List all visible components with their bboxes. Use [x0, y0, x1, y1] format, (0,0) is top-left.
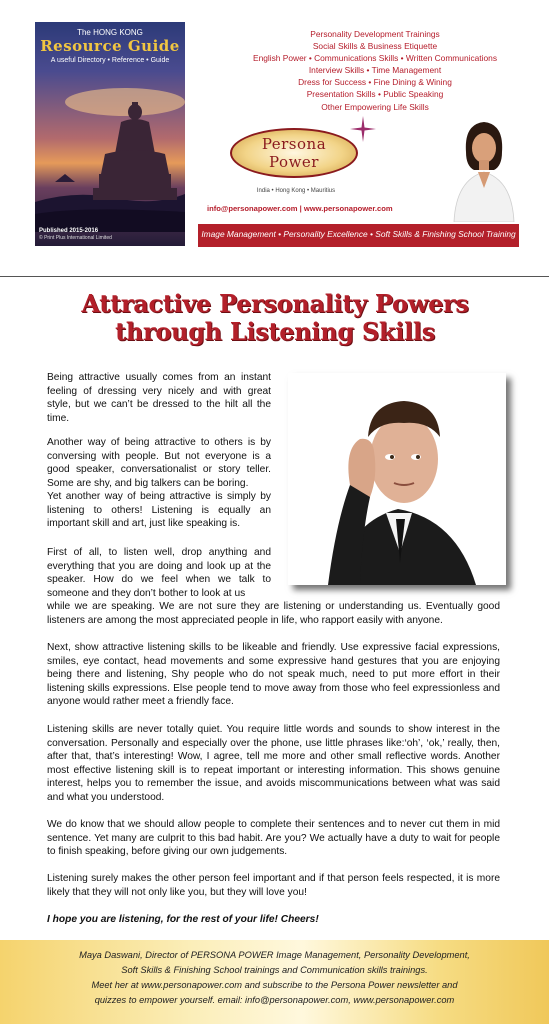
paragraph-1: Being attractive usually comes from an instant feeling of dressing very nicely and with great style, but we can’t be dressed to the hilt all the time. — [47, 372, 271, 424]
service-item: Personality Development Trainings — [310, 29, 440, 39]
closing-line: I hope you are listening, for the rest of your life! Cheers! — [47, 914, 319, 925]
book-published: Published 2015-2016 — [39, 228, 99, 234]
paragraph-7: We do know that we should allow people to complete their sentences and to never cut them in mid sentence. Yet many are culprit to this bad habit. Are you? We actually have a duty to wait for people to finish speaking, before giving our own judgements. — [47, 819, 500, 857]
title-line-1: Attractive Personality Powers — [81, 289, 469, 318]
banner-text: Image Management • Personality Excellence • Soft Skills & Finishing School Training — [201, 229, 516, 239]
services-banner — [198, 224, 519, 247]
paragraph-8: Listening surely makes the other person feel important and if that person feels respected, it is more likely that they will not only like you, but they will love you! — [47, 873, 500, 898]
article-title — [20, 290, 530, 346]
paragraph-2: Another way of being attractive to others is by conversing with people. But not everyone is a good speaker, conversationalist or story teller. Some are shy, and big talkers can be boring. — [47, 437, 271, 489]
footer-line-2: Soft Skills & Finishing School trainings and Communication skills trainings. — [121, 965, 428, 975]
paragraph-5: Next, show attractive listening skills to be likeable and friendly. Use expressive facial expressions, smiles, eye contact, head movements and some expressive hand gestures that you are enjoying being there and listening, Shy people who do not speak much, need to put more effort in their listening skills expressions. Else people tend to move away from those who feel expressionless and anyone would rather meet a friendly face. — [47, 642, 500, 707]
footer-line-1: Maya Daswani, Director of PERSONA POWER Image Management, Personality Development, — [79, 950, 470, 960]
service-item: English Power • Communications Skills • Written Communications — [252, 53, 498, 64]
footer-line-4: quizzes to empower yourself. email: info@personapower.com, www.personapower.com — [94, 995, 455, 1005]
book-publisher: © Print Plus International Limited — [39, 235, 112, 241]
services-list — [210, 28, 540, 113]
service-item: Other Empowering Life Skills — [321, 101, 429, 112]
paragraph-6: Listening skills are never totally quiet. You require little words and sounds to show interest in the conversation. Personally and especially over the phone, use little phrases like:‘oh’, ‘ok,’ really, then, after that, that’s interesting! Wow, I agree, tell me more and other small reflective words. Another most effective listening skill is to repeat important or interesting information. This shows genuine interest, helps you to remember the issue, and avoids miscommunications between what was said and what you understood. — [47, 724, 500, 803]
presenter-portrait — [448, 114, 520, 222]
service-item: Social Skills & Business Etiquette — [312, 41, 438, 52]
header-advertisement — [0, 0, 549, 276]
paragraph-4a: First of all, to listen well, drop anything and everything that you are doing and look up at the speaker. How do we feel when we talk to someone and they don’t bother to look at us — [47, 547, 271, 599]
footer-line-3: Meet her at www.personapower.com and subscribe to the Persona Power newsletter and — [91, 980, 458, 990]
contact-info: info@personapower.com | www.personapower.com — [207, 204, 393, 213]
logo-line1: Persona — [261, 135, 327, 153]
book-tagline: A useful Directory • Reference • Guide — [50, 57, 170, 64]
listening-man-photo — [288, 373, 506, 585]
resource-guide-cover — [35, 22, 185, 246]
author-footer — [0, 940, 549, 1024]
sparkle-icon — [350, 116, 376, 142]
title-line-2: through Listening Skills — [115, 317, 435, 346]
logo-line2: Power — [269, 153, 319, 171]
paragraph-4b: while we are speaking. We are not sure they are listening or understanding us. Eventually good listeners are among the most appreciated people in life, who rapport easily with anyone. — [47, 601, 500, 626]
buddha-statue-image — [35, 82, 185, 232]
persona-power-logo — [230, 128, 358, 178]
service-item: Interview Skills • Time Management — [308, 65, 442, 76]
book-title: Resource Guide — [40, 37, 180, 55]
office-locations: India • Hong Kong • Mauritius — [256, 188, 336, 194]
paragraph-3: Yet another way of being attractive is simply by listening to others! Listening is equally an important skill and art, just like speaking is. — [47, 491, 271, 529]
service-item: Presentation Skills • Public Speaking — [306, 89, 444, 100]
service-item: Dress for Success • Fine Dining & Wining — [298, 77, 452, 88]
listening-man-illustration — [288, 373, 506, 585]
book-subtitle: The HONG KONG — [77, 28, 143, 37]
divider — [0, 276, 549, 277]
